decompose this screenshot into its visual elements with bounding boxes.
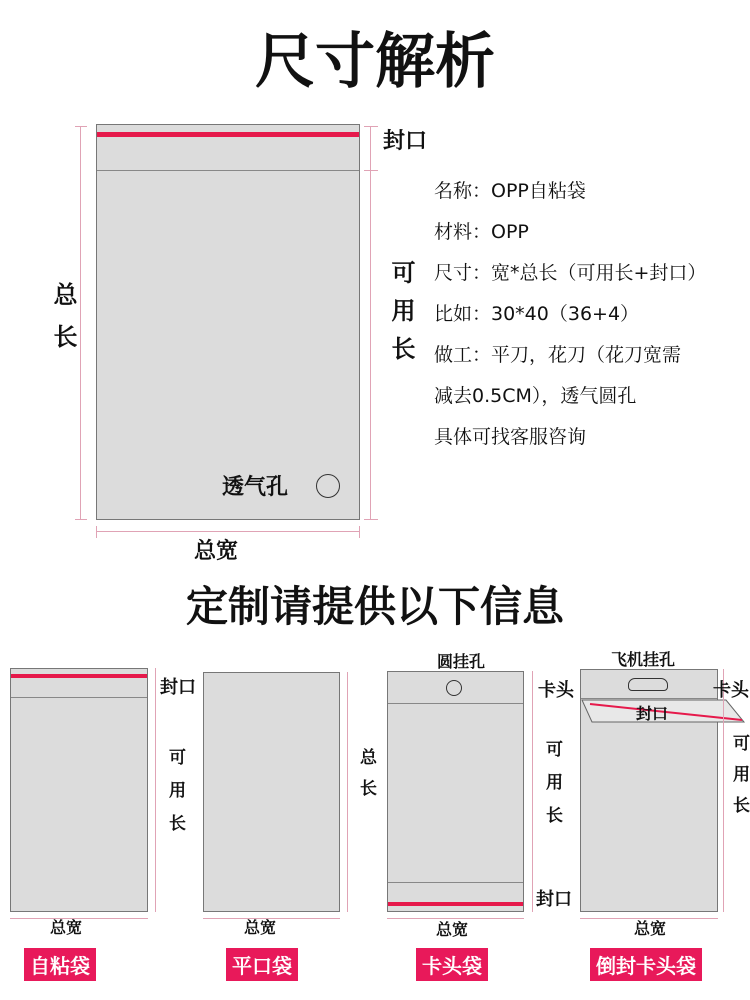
seal-label: 封口	[536, 889, 572, 910]
page-title: 尺寸解析	[255, 27, 495, 97]
airplane-hole-label: 飞机挂孔	[611, 650, 676, 669]
tick	[364, 519, 378, 520]
total-width-label: 总宽	[244, 918, 277, 937]
vent-hole-icon	[316, 474, 340, 498]
spec-example: 比如：30*40（36+4）	[434, 303, 640, 325]
seal-label: 封口	[383, 129, 428, 154]
seal-label: 封口	[636, 704, 669, 723]
seal-strip	[388, 902, 523, 906]
bag-header	[387, 671, 524, 912]
seal-line	[97, 170, 359, 171]
total-length-line	[347, 672, 348, 912]
tick	[364, 126, 378, 127]
header-line	[388, 703, 523, 704]
round-hole-icon	[446, 680, 462, 696]
total-width-label: 总宽	[194, 539, 239, 564]
bag-diagram	[96, 124, 360, 520]
usable-length-line	[370, 126, 371, 520]
section-title: 定制请提供以下信息	[185, 582, 564, 631]
usable-length-line	[155, 668, 156, 912]
spec-contact: 具体可找客服咨询	[434, 426, 587, 448]
bag-flat	[203, 672, 340, 912]
usable-length-line	[723, 669, 724, 912]
spec-name: 名称：OPP自粘袋	[434, 180, 586, 202]
seal-label: 封口	[160, 677, 196, 698]
tick	[75, 519, 87, 520]
header-label: 卡头	[538, 680, 574, 701]
airplane-hole-icon	[628, 678, 668, 691]
usable-length-line	[532, 671, 533, 912]
bag-type-label: 自粘袋	[24, 948, 96, 981]
bag-type-label: 平口袋	[226, 948, 298, 981]
total-width-line	[96, 531, 360, 532]
seal-line	[388, 882, 523, 883]
spec-size: 尺寸：宽*总长（可用长+封口）	[434, 262, 707, 284]
usable-length-label: 可用长	[542, 740, 562, 839]
bag-type-label: 倒封卡头袋	[590, 948, 702, 981]
usable-length-label: 可用长	[165, 748, 185, 847]
spec-material: 材料：OPP	[434, 221, 529, 243]
total-length-label: 总长	[356, 748, 376, 810]
total-width-label: 总宽	[634, 919, 667, 938]
tick	[359, 526, 360, 538]
usable-length-label: 可用长	[387, 260, 415, 374]
bag-self-adhesive	[10, 668, 148, 912]
tick	[75, 126, 87, 127]
header-label: 卡头	[713, 680, 749, 701]
total-width-label: 总宽	[436, 920, 469, 939]
tick	[364, 170, 378, 171]
spec-list	[434, 181, 706, 447]
seal-strip	[97, 132, 359, 137]
total-width-label: 总宽	[50, 918, 83, 937]
vent-hole-label: 透气孔	[222, 475, 289, 500]
usable-length-label: 可用长	[729, 734, 749, 827]
round-hole-label: 圆挂孔	[437, 652, 486, 671]
spec-craft-cont: 减去0.5CM），透气圆孔	[434, 385, 637, 407]
bag-type-label: 卡头袋	[416, 948, 488, 981]
total-length-label: 总长	[49, 282, 77, 366]
spec-craft: 做工：平刀，花刀（花刀宽需	[434, 344, 682, 366]
seal-line	[11, 697, 147, 698]
tick	[96, 526, 97, 538]
seal-strip	[11, 674, 147, 678]
